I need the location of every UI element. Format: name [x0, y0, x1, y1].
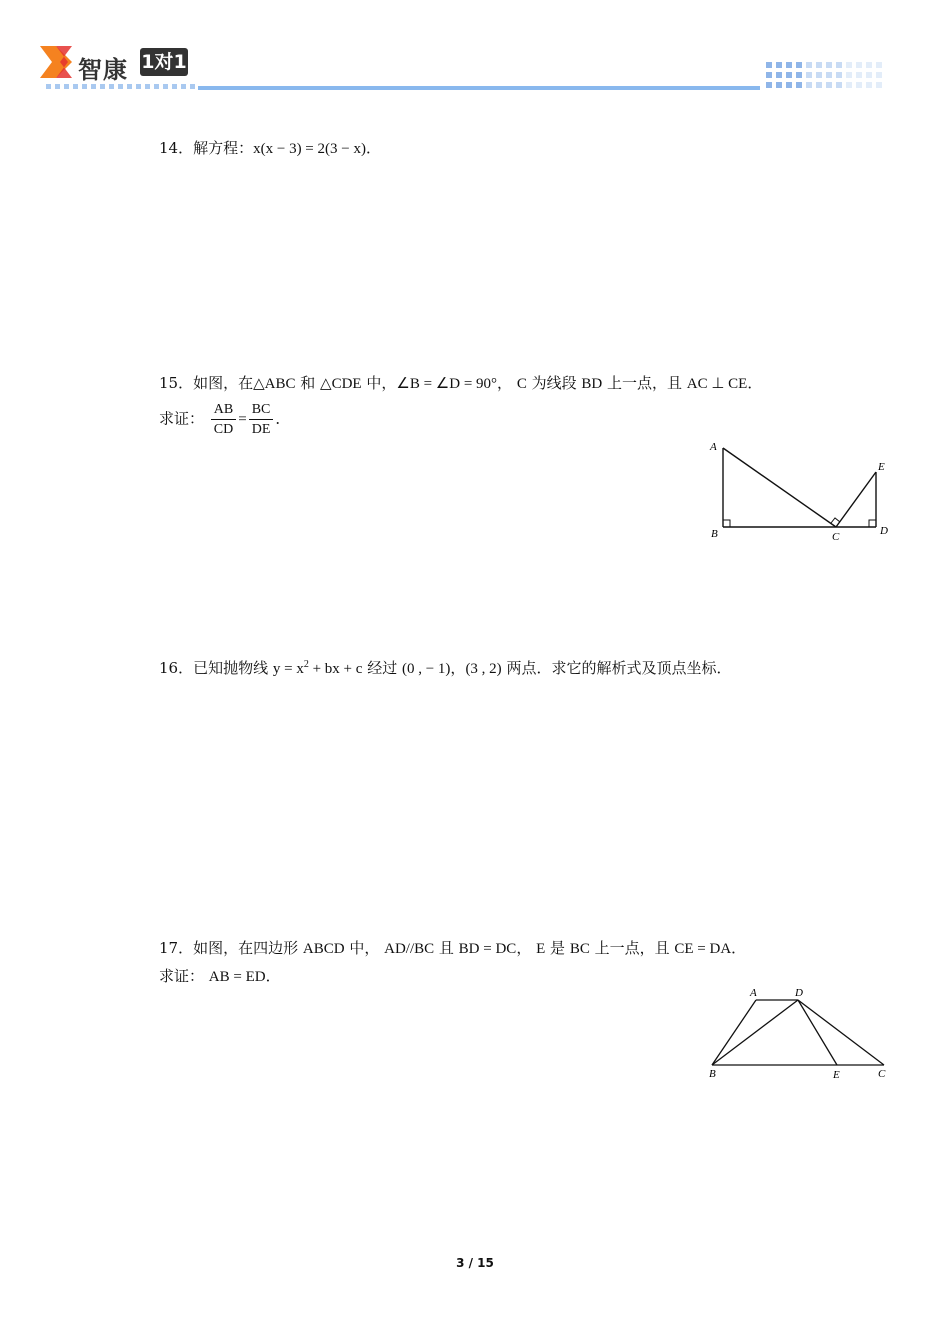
q17-math: BC: [569, 941, 590, 957]
segment-ce: [836, 472, 876, 527]
q15-math: △CDE: [320, 376, 362, 392]
q14-text: 解方程：: [193, 139, 254, 157]
label-e: E: [878, 461, 885, 473]
q17-number: 17．: [159, 939, 194, 957]
segment-dc: [798, 1000, 884, 1065]
brand-badge: 1对1: [140, 48, 188, 76]
q15-text: 如图，在: [193, 374, 254, 392]
q15-text: 中，: [361, 374, 397, 392]
q16-text: 两点．求它的解析式及顶点坐标．: [501, 659, 732, 677]
q15-number: 15．: [159, 374, 194, 392]
q17-text: 且: [434, 939, 459, 957]
q16-exponent: 2: [303, 659, 309, 670]
q16-eq-a: y = x: [272, 661, 304, 677]
fraction-denominator: CD: [213, 422, 234, 437]
q16-sep: ，: [450, 659, 466, 677]
q15-text: ．: [747, 374, 763, 392]
q17-math: CE = DA: [674, 941, 732, 957]
label-d: D: [880, 525, 888, 537]
q14-number: 14．: [159, 139, 194, 157]
q17-text: 上一点，且: [589, 939, 675, 957]
q17-text: ．: [731, 939, 747, 957]
q15-text: 为线段: [526, 374, 582, 392]
q17-math: AD//BC: [384, 941, 435, 957]
q16-point-1: (0 , − 1): [401, 661, 451, 677]
q17-math: BD = DC: [458, 941, 517, 957]
q16-text: 已知抛物线: [193, 659, 273, 677]
q16-number: 16．: [159, 659, 194, 677]
q15-text: ，: [497, 374, 517, 392]
q15-math: △ABC: [253, 376, 296, 392]
brand-name: 智康: [78, 56, 128, 84]
question-17: [159, 938, 746, 959]
fraction-numerator: AB: [211, 400, 236, 420]
header-rule: [198, 86, 760, 90]
header-dots-right: [766, 62, 892, 94]
brand-logo-icon: [40, 46, 74, 78]
label-c: C: [832, 531, 840, 543]
q17-text: 中，: [344, 939, 385, 957]
label-e: E: [833, 1069, 840, 1081]
q16-point-2: (3 , 2): [465, 661, 502, 677]
segment-ac: [723, 448, 836, 527]
fraction-denominator: DE: [251, 422, 271, 437]
fraction-numerator: BC: [249, 400, 274, 420]
question-16: [159, 655, 731, 679]
q15-prove-label: 求证：: [159, 409, 205, 428]
q15-fraction-2: [249, 400, 274, 439]
q15-end: ．: [275, 409, 291, 428]
q17-math: ABCD: [302, 941, 345, 957]
page-header: [0, 0, 950, 100]
q15-math: BD: [581, 376, 603, 392]
question-14: [159, 138, 381, 159]
q17-prove-line: [159, 966, 281, 987]
page-number: 3 / 15: [456, 1256, 494, 1270]
right-angle-d: [869, 520, 876, 527]
q15-equals: =: [238, 411, 247, 428]
right-angle-b: [723, 520, 730, 527]
q14-equation: x(x − 3) = 2(3 − x): [253, 141, 366, 157]
label-c: C: [878, 1068, 886, 1080]
q15-prove-line: [159, 400, 290, 439]
q15-figure: [700, 436, 900, 546]
q17-figure: [700, 984, 900, 1084]
label-b: B: [709, 1068, 716, 1080]
q15-math: C: [516, 376, 527, 392]
q16-text: 经过: [362, 659, 402, 677]
q17-prove: AB = ED: [208, 969, 266, 985]
q17-text: ，: [516, 939, 537, 957]
segment-bd: [712, 1000, 798, 1065]
q15-math: AC ⊥ CE: [686, 376, 748, 392]
q16-eq-b: + bx + c: [308, 661, 363, 677]
q17-math: E: [536, 941, 546, 957]
q15-math: ∠B = ∠D = 90°: [396, 376, 498, 392]
q15-fraction-1: [211, 400, 236, 439]
q17-text: 是: [545, 939, 570, 957]
q17-end: ．: [265, 967, 281, 985]
label-a: A: [710, 441, 717, 453]
q15-text: 上一点，且: [602, 374, 687, 392]
header-dots-left: [46, 84, 196, 92]
q17-prove-label: 求证：: [159, 967, 205, 985]
q14-end: ．: [365, 139, 381, 157]
label-d: D: [795, 987, 803, 999]
label-b: B: [711, 528, 718, 540]
label-a: A: [750, 987, 757, 999]
question-15: [159, 373, 762, 394]
segment-de: [798, 1000, 837, 1065]
q15-text: 和: [295, 374, 321, 392]
segment-ab: [712, 1000, 756, 1065]
q17-text: 如图，在四边形: [193, 939, 303, 957]
